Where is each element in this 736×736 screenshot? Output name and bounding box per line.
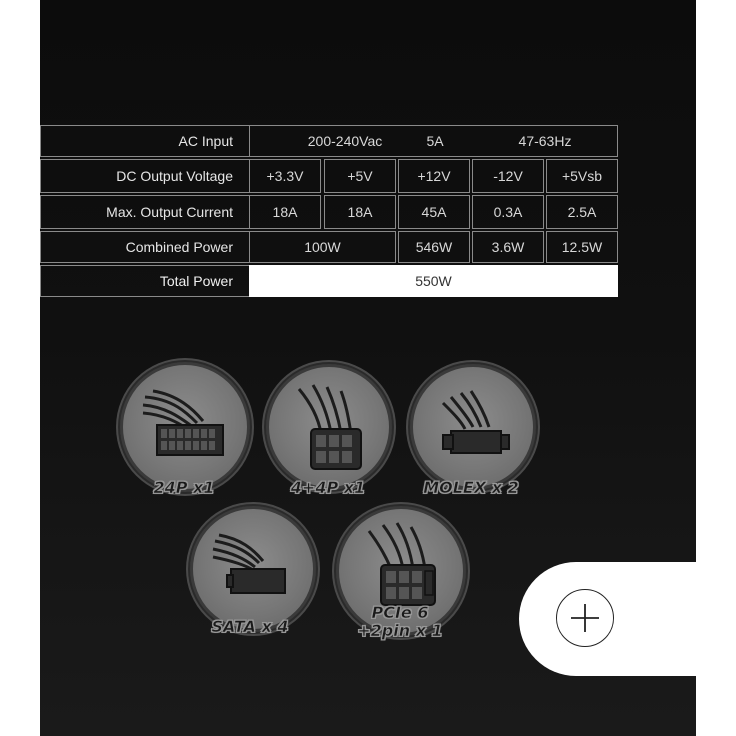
current-cell: 2.5A (546, 195, 618, 229)
total-power-value: 550W (249, 265, 618, 297)
dc-voltage-cell: +5Vsb (546, 159, 618, 193)
combined-power-cell: 100W (249, 231, 396, 263)
combined-power-cell: 12.5W (546, 231, 618, 263)
connector-sata-label: SATA x 4 (211, 617, 289, 636)
combined-power-cell: 546W (398, 231, 470, 263)
current-cell: 18A (249, 195, 321, 229)
connector-sata-icon (190, 506, 316, 632)
connector-molex-icon (410, 364, 536, 490)
combined-power-cell: 3.6W (472, 231, 544, 263)
current-cell: 45A (398, 195, 470, 229)
ac-input-values (249, 125, 618, 157)
dc-voltage-cell: +12V (398, 159, 470, 193)
zoom-button-container (519, 562, 736, 676)
combined-power-label: Combined Power (40, 231, 250, 263)
dc-output-voltage-label: DC Output Voltage (40, 159, 250, 193)
ac-input-voltage: 200-240Vac (307, 133, 383, 149)
dc-voltage-cell: +3.3V (249, 159, 321, 193)
connector-4-4p-label: 4+4P x1 (290, 478, 366, 497)
max-output-current-label: Max. Output Current (40, 195, 250, 229)
plus-icon (568, 601, 602, 635)
current-cell: 18A (324, 195, 396, 229)
current-cell: 0.3A (472, 195, 544, 229)
dc-voltage-cell: +5V (324, 159, 396, 193)
connector-pcie-label: PCIe 6 +2pin x 1 (357, 603, 443, 640)
connector-4-4p-icon (266, 364, 392, 490)
zoom-in-button[interactable] (556, 589, 614, 647)
connector-24p-label: 24P x1 (153, 478, 215, 497)
total-power-label: Total Power (40, 265, 250, 297)
ac-input-frequency: 47-63Hz (518, 133, 572, 149)
ac-input-label: AC Input (40, 125, 250, 157)
dc-voltage-cell: -12V (472, 159, 544, 193)
connector-24p-icon (120, 362, 250, 492)
connector-molex-label: MOLEX x 2 (423, 478, 519, 497)
ac-input-current: 5A (426, 133, 444, 149)
